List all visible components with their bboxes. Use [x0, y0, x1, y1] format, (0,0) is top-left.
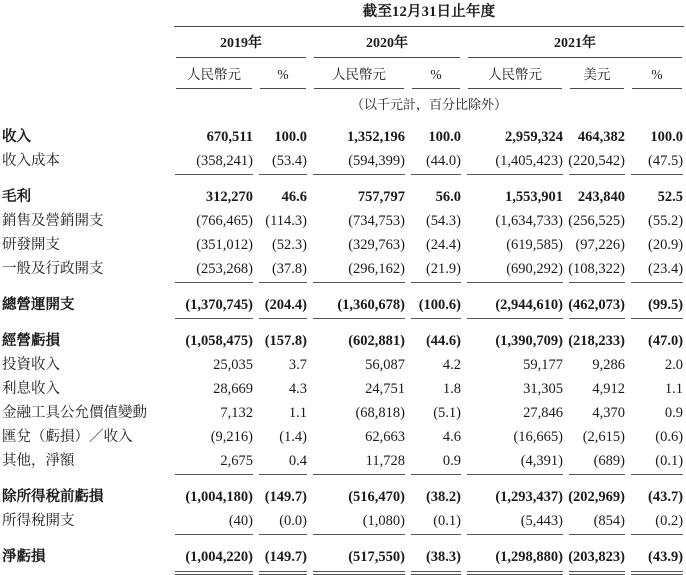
cell-value: (351,012): [196, 237, 253, 253]
row-label: 其他，淨額: [2, 453, 75, 469]
cell-value: (38.3): [425, 549, 461, 565]
cell-value: 56,087: [365, 357, 405, 373]
cell-value: 27,846: [523, 405, 563, 421]
cell-value: (1,360,678): [337, 297, 405, 313]
table-row: [0, 422, 686, 446]
cell-value: 4,370: [592, 405, 625, 421]
cell-value: (47.5): [647, 153, 684, 169]
spacer-cell: [0, 535, 686, 542]
spacer-cell: [0, 0, 172, 24]
cell-value: 100.0: [274, 129, 307, 145]
cell-value: (40): [228, 513, 253, 529]
cell-value: (0.6): [655, 429, 684, 445]
total-double-rule: [464, 566, 566, 575]
cell-value: (1,370,745): [185, 297, 253, 313]
period-title: 截至12月31日止年度: [362, 4, 496, 20]
cell-value: (516,470): [348, 489, 405, 505]
row-label: 利息收入: [2, 381, 60, 397]
table-row: [0, 206, 686, 230]
cell-value: (68,818): [355, 405, 405, 421]
cell-value: (0.1): [655, 453, 684, 469]
cell-value: (690,292): [506, 261, 563, 277]
cell-value: (23.4): [647, 261, 684, 277]
subheader-rmb-2020: 人民幣元: [332, 67, 386, 82]
row-label: 除所得稅前虧損: [2, 489, 104, 505]
spacer-cell: [0, 89, 172, 122]
total-double-rule: [172, 566, 256, 575]
cell-value: 3.7: [288, 357, 307, 373]
table-row: [0, 182, 686, 206]
cell-value: 62,663: [365, 429, 405, 445]
cell-value: (734,753): [348, 213, 405, 229]
cell-value: 312,270: [205, 189, 253, 205]
cell-value: (1,004,180): [185, 489, 253, 505]
cell-value: 1.8: [442, 381, 461, 397]
cell-value: 4.2: [442, 357, 461, 373]
cell-value: 1,352,196: [347, 129, 405, 145]
cell-value: (2,944,610): [495, 297, 563, 313]
cell-value: (602,881): [348, 333, 405, 349]
table-row: [0, 290, 686, 314]
row-label: 總營運開支: [2, 297, 75, 313]
column-subheader-row: [0, 58, 686, 86]
cell-value: (114.3): [265, 213, 307, 229]
table-row: [0, 122, 686, 146]
cell-value: (44.6): [425, 333, 461, 349]
subheader-pct-2020: %: [430, 67, 442, 82]
cell-value: (20.9): [647, 237, 684, 253]
spacer-cell: [0, 27, 172, 55]
cell-value: (462,073): [568, 297, 625, 313]
cell-value: 28,669: [213, 381, 253, 397]
row-label: 金融工具公允價值變動: [2, 405, 147, 421]
cell-value: (256,525): [568, 213, 625, 229]
cell-value: (100.6): [418, 297, 461, 313]
cell-value: 1,553,901: [505, 189, 563, 205]
total-double-rule: [256, 566, 310, 575]
year-group-2020: 2020年: [366, 36, 408, 51]
units-note: （以千元計，百分比除外）: [351, 97, 508, 112]
cell-value: (53.4): [271, 153, 307, 169]
cell-value: (43.7): [647, 489, 684, 505]
subheader-rmb-2019: 人民幣元: [187, 67, 241, 82]
spacer-row: [0, 319, 686, 326]
cell-value: 11,728: [365, 453, 405, 469]
cell-value: (24.4): [425, 237, 461, 253]
spacer-row: [0, 475, 686, 482]
row-label: 匯兌（虧損）／收入: [2, 429, 133, 445]
cell-value: (619,585): [506, 237, 563, 253]
table-row: [0, 230, 686, 254]
cell-value: (99.5): [647, 297, 684, 313]
total-double-rule: [310, 566, 408, 575]
cell-value: (253,268): [196, 261, 253, 277]
units-note-row: [0, 89, 686, 122]
spacer-cell: [0, 319, 686, 326]
cell-value: (52.3): [271, 237, 307, 253]
cell-value: 757,797: [357, 189, 405, 205]
spacer-row: [0, 283, 686, 290]
spacer-cell: [0, 475, 686, 482]
cell-value: 243,840: [577, 189, 625, 205]
cell-value: 670,511: [206, 129, 253, 145]
spacer-cell: [0, 175, 686, 182]
row-label: 所得稅開支: [2, 513, 75, 529]
table-body: [0, 122, 686, 575]
cell-value: 56.0: [435, 189, 461, 205]
cell-value: (1,058,475): [185, 333, 253, 349]
cell-value: (204.4): [264, 297, 307, 313]
cell-value: (329,763): [348, 237, 405, 253]
cell-value: (38.2): [425, 489, 461, 505]
cell-value: 0.4: [288, 453, 307, 469]
cell-value: (1,293,437): [495, 489, 563, 505]
row-label: 收入成本: [2, 153, 60, 169]
cell-value: (44.0): [425, 153, 461, 169]
cell-value: (16,665): [513, 429, 563, 445]
table-row: [0, 374, 686, 398]
spacer-row: [0, 175, 686, 182]
cell-value: 52.5: [657, 189, 684, 205]
table-row: [0, 326, 686, 350]
table-row: [0, 398, 686, 422]
cell-value: (0.0): [279, 513, 307, 529]
cell-value: 25,035: [213, 357, 253, 373]
cell-value: (594,399): [348, 153, 405, 169]
cell-value: (766,465): [196, 213, 253, 229]
cell-value: 0.9: [442, 453, 461, 469]
cell-value: (689): [593, 453, 625, 469]
table-row: [0, 350, 686, 374]
cell-value: (0.1): [433, 513, 461, 529]
cell-value: (37.8): [271, 261, 307, 277]
table-row: [0, 482, 686, 506]
cell-value: (2,615): [582, 429, 625, 445]
subheader-pct-2021: %: [651, 67, 663, 82]
cell-value: (220,542): [568, 153, 625, 169]
row-label: 一般及行政開支: [2, 261, 104, 277]
cell-value: (4,391): [520, 453, 563, 469]
table-header-title-row: [0, 0, 686, 24]
cell-value: (43.9): [647, 549, 684, 565]
total-double-rule-row: [0, 566, 686, 575]
cell-value: (9,216): [210, 429, 253, 445]
cell-value: 1.1: [664, 381, 684, 397]
cell-value: (517,550): [348, 549, 405, 565]
cell-value: 4.3: [288, 381, 307, 397]
cell-value: (21.9): [425, 261, 461, 277]
cell-value: (218,233): [568, 333, 625, 349]
cell-value: (55.2): [647, 213, 684, 229]
table-row: [0, 254, 686, 278]
cell-value: 464,382: [577, 129, 625, 145]
cell-value: 4,912: [592, 381, 625, 397]
cell-value: (1,634,733): [495, 213, 563, 229]
spacer-row: [0, 535, 686, 542]
spacer-cell: [0, 283, 686, 290]
row-label: 收入: [2, 129, 31, 145]
subheader-pct-2019: %: [277, 67, 289, 82]
year-group-2021: 2021年: [554, 36, 597, 51]
cell-value: (358,241): [196, 153, 253, 169]
cell-value: 2.0: [664, 357, 684, 373]
cell-value: (1,004,220): [185, 549, 253, 565]
year-group-2019: 2019年: [220, 36, 262, 51]
total-double-rule: [408, 566, 464, 575]
row-label: 投資收入: [2, 357, 60, 373]
spacer-cell: [0, 58, 172, 86]
row-label: 經營虧損: [2, 333, 60, 349]
cell-value: 59,177: [523, 357, 563, 373]
cell-value: (296,162): [348, 261, 405, 277]
cell-value: (854): [593, 513, 625, 529]
year-group-row: [0, 27, 686, 55]
table-row: [0, 146, 686, 170]
cell-value: (97,226): [575, 237, 625, 253]
cell-value: (108,322): [568, 261, 625, 277]
table-row: [0, 446, 686, 470]
row-label: 毛利: [2, 189, 31, 205]
cell-value: (5,443): [520, 513, 563, 529]
cell-value: (5.1): [433, 405, 461, 421]
cell-value: (1,298,880): [495, 549, 563, 565]
row-label: 淨虧損: [2, 549, 46, 565]
cell-value: (0.2): [655, 513, 684, 529]
cell-value: 46.6: [281, 189, 307, 205]
cell-value: 4.6: [442, 429, 461, 445]
total-double-rule: [628, 566, 686, 575]
spacer-cell: [0, 566, 172, 575]
cell-value: 100.0: [428, 129, 461, 145]
row-label: 研發開支: [2, 237, 60, 253]
subheader-rmb-2021: 人民幣元: [488, 67, 542, 82]
cell-value: 2,675: [220, 453, 253, 469]
cell-value: 1.1: [288, 405, 307, 421]
cell-value: (157.8): [264, 333, 307, 349]
table-row: [0, 542, 686, 566]
table-row: [0, 506, 686, 530]
cell-value: (203,823): [568, 549, 625, 565]
cell-value: (47.0): [647, 333, 684, 349]
cell-value: 9,286: [592, 357, 625, 373]
cell-value: 7,132: [220, 405, 253, 421]
cell-value: 24,751: [365, 381, 405, 397]
cell-value: (1,390,709): [495, 333, 563, 349]
cell-value: (149.7): [264, 489, 307, 505]
cell-value: (1.4): [279, 429, 307, 445]
cell-value: (1,080): [362, 513, 405, 529]
cell-value: (54.3): [425, 213, 461, 229]
total-double-rule: [566, 566, 628, 575]
cell-value: 31,305: [523, 381, 563, 397]
cell-value: (202,969): [568, 489, 625, 505]
subheader-usd-2021: 美元: [583, 67, 611, 82]
cell-value: 100.0: [650, 129, 684, 145]
cell-value: 0.9: [664, 405, 684, 421]
cell-value: 2,959,324: [505, 129, 563, 145]
cell-value: (149.7): [264, 549, 307, 565]
row-label: 銷售及營銷開支: [2, 213, 104, 229]
cell-value: (1,405,423): [495, 153, 563, 169]
